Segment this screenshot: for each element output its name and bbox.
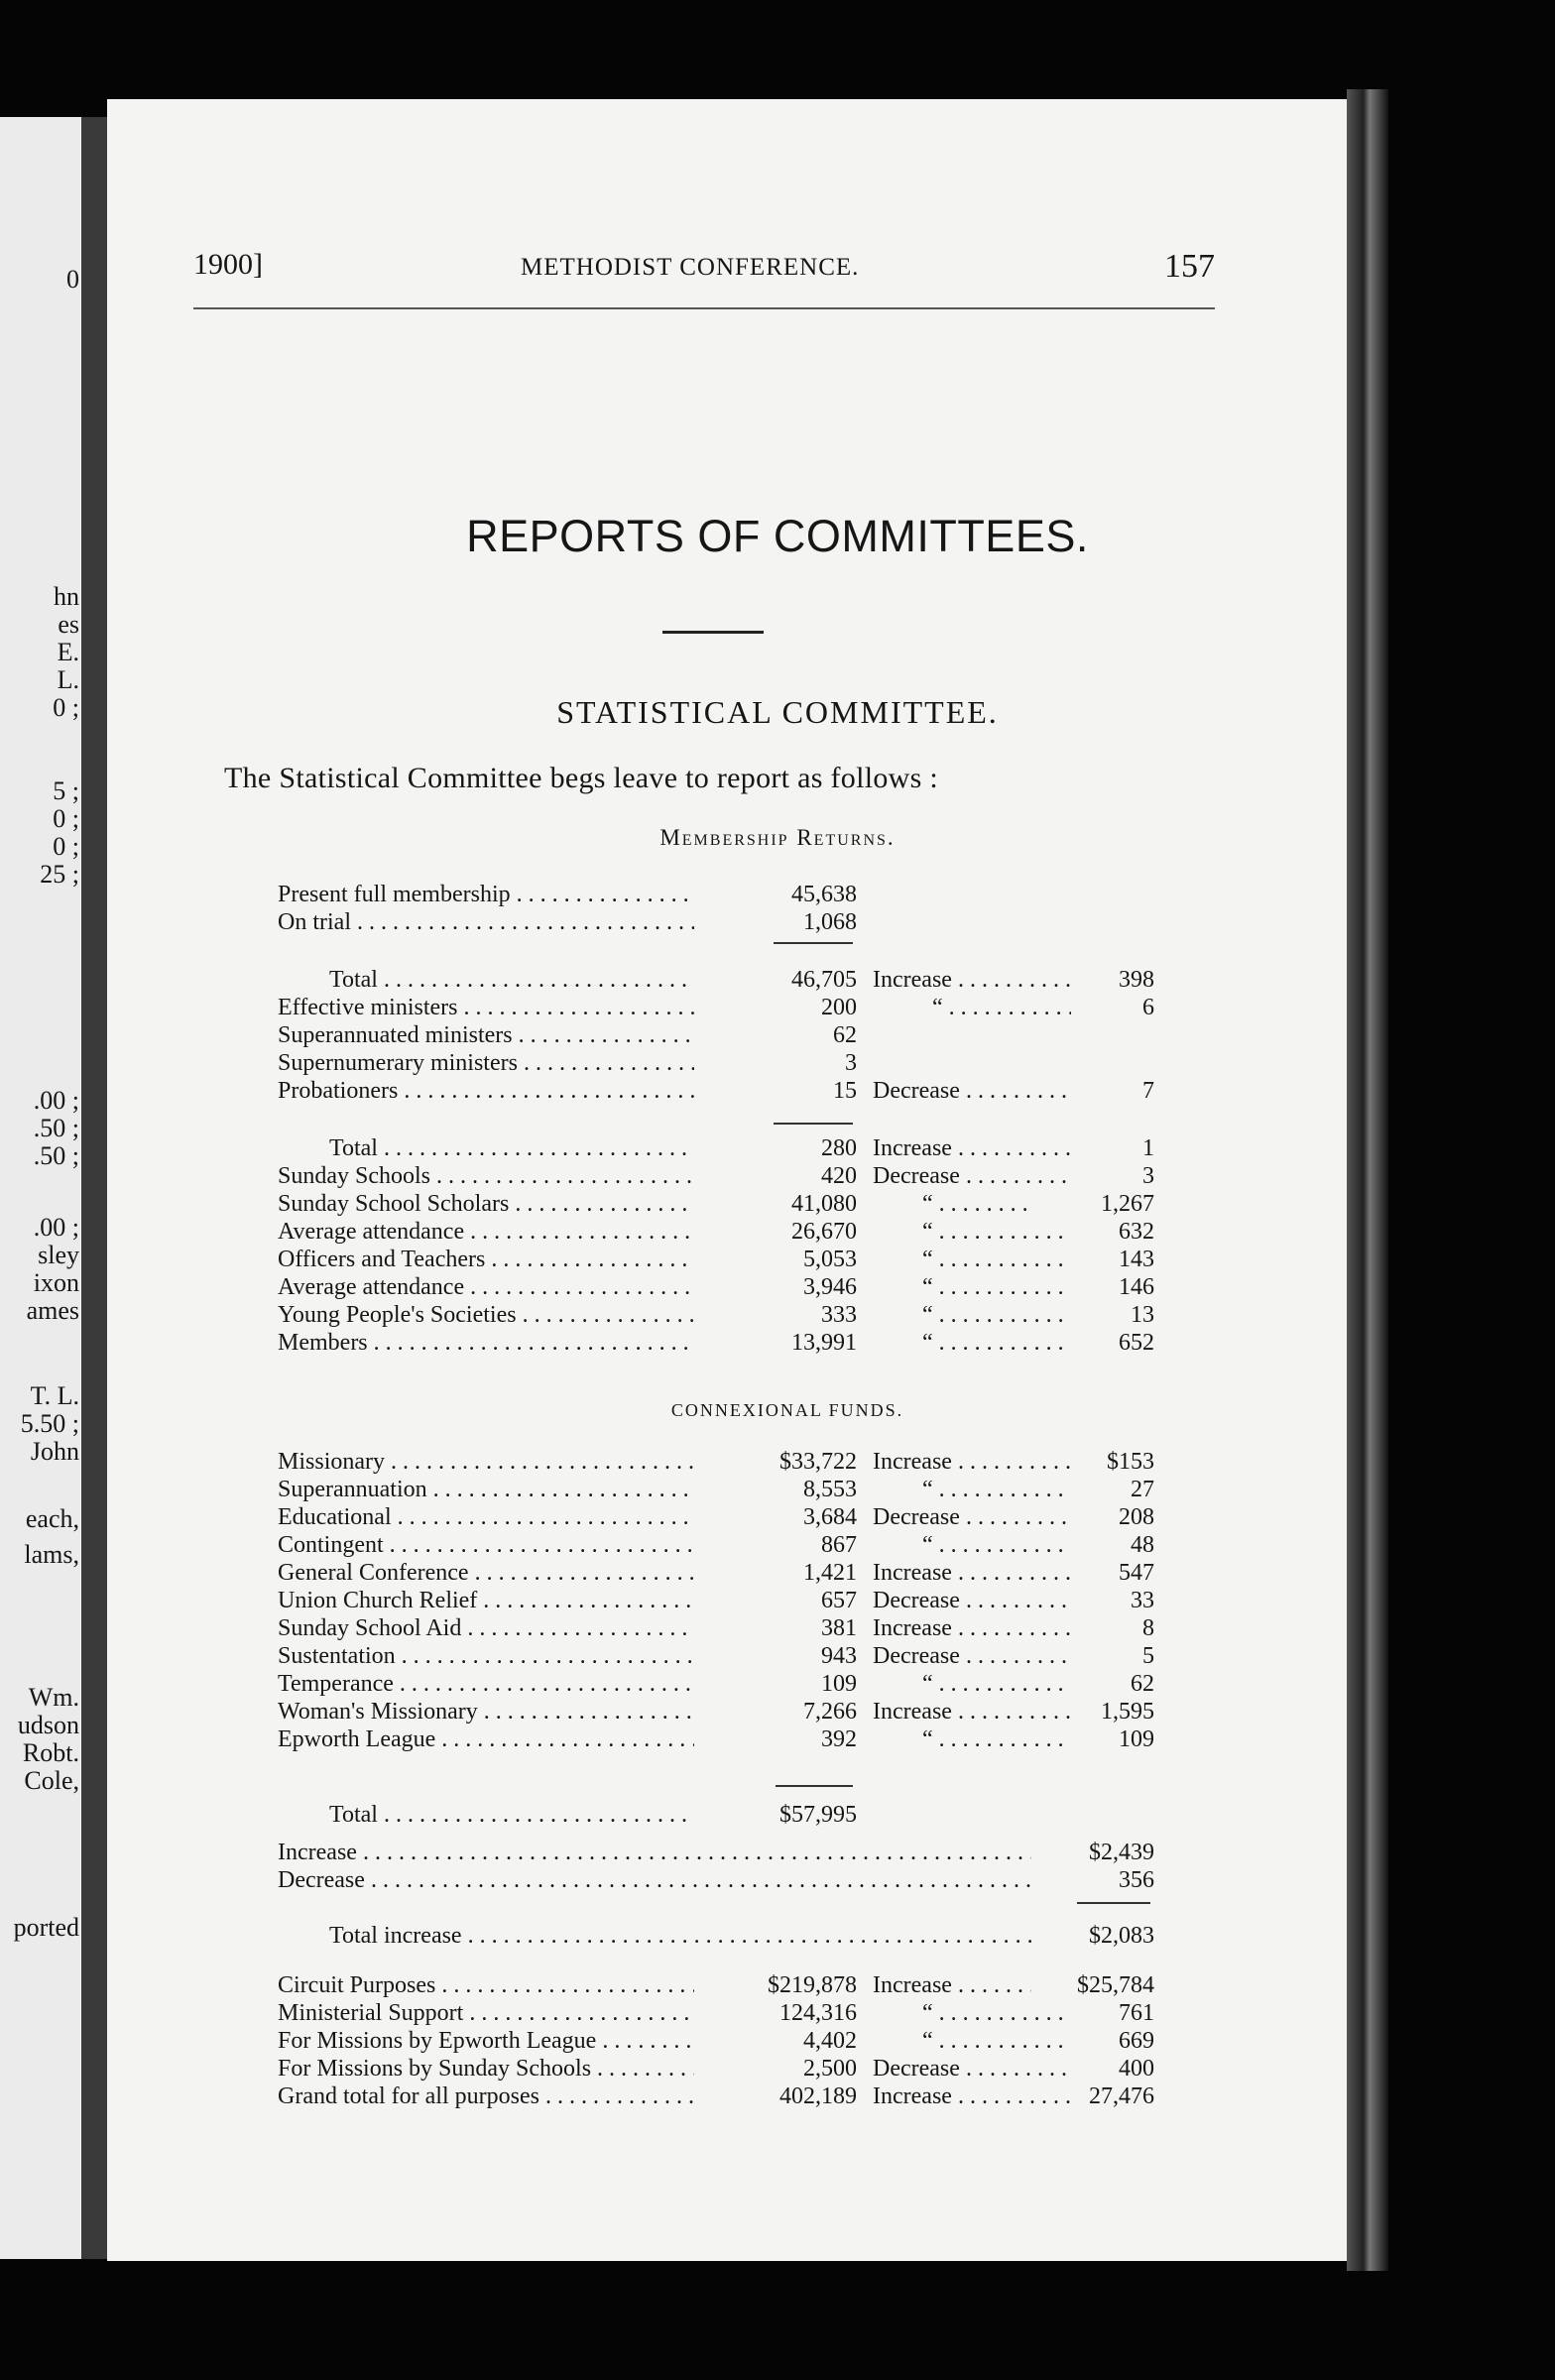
- left-fragment: 0 ;: [53, 693, 79, 722]
- left-fragment: .50 ;: [33, 1114, 79, 1142]
- row-change: “ . . .: [873, 1329, 1071, 1357]
- row-amount: 547: [1071, 1559, 1154, 1587]
- header-title: METHODIST CONFERENCE.: [521, 254, 860, 281]
- row-amount: 8: [1071, 1614, 1154, 1642]
- row-label: Average attendance . . .: [278, 1273, 756, 1301]
- row-label: Total . . .: [278, 966, 756, 994]
- row-value: 200: [694, 994, 857, 1021]
- row-change: Increase . . .: [873, 1971, 1071, 1999]
- row-change: Decrease . . .: [873, 1162, 1071, 1190]
- table-row: [0, 1503, 1555, 1531]
- row-change: “ . . .: [873, 1301, 1071, 1329]
- row-label: Sunday School Aid . . .: [278, 1614, 756, 1642]
- row-amount: $2,439: [1031, 1839, 1154, 1866]
- row-change: “ . . .: [873, 1476, 1071, 1503]
- row-change: “ . . .: [873, 994, 1071, 1021]
- table-row: [0, 1642, 1555, 1670]
- table-row: [0, 1698, 1555, 1726]
- left-fragment: udson: [17, 1711, 79, 1739]
- left-fragment: hn: [54, 582, 79, 611]
- row-change: Increase . . .: [873, 966, 1071, 994]
- row-amount: 3: [1071, 1162, 1154, 1190]
- table-row: [0, 881, 1555, 908]
- table-row: [0, 1134, 1555, 1162]
- row-value: $219,878: [694, 1971, 857, 1999]
- row-change: Increase . . .: [873, 1448, 1071, 1476]
- row-value: 402,189: [694, 2082, 857, 2110]
- left-fragment: sley: [38, 1241, 79, 1269]
- table-row: [0, 1329, 1555, 1357]
- row-change: Increase . . .: [873, 1698, 1071, 1726]
- committee-title: STATISTICAL COMMITTEE.: [556, 694, 999, 730]
- table-row: [0, 966, 1555, 994]
- row-label: Superannuation . . .: [278, 1476, 756, 1503]
- row-value: 5,053: [694, 1246, 857, 1273]
- table-row: [0, 1971, 1555, 1999]
- row-label: Supernumerary ministers . . .: [278, 1049, 756, 1077]
- sum-rule: [774, 942, 853, 944]
- row-change: Increase . . .: [873, 1614, 1071, 1642]
- row-label: Average attendance . . .: [278, 1218, 756, 1246]
- row-change: “ . . .: [873, 1246, 1071, 1273]
- table-row: [0, 1301, 1555, 1329]
- net-decrease-row: [0, 1866, 1555, 1894]
- row-amount: 143: [1071, 1246, 1154, 1273]
- row-value: 26,670: [694, 1218, 857, 1246]
- row-value: 3: [694, 1049, 857, 1077]
- table-row: [0, 1273, 1555, 1301]
- table-row: [0, 1476, 1555, 1503]
- row-label: Officers and Teachers . . .: [278, 1246, 756, 1273]
- row-label: Superannuated ministers . . .: [278, 1021, 756, 1049]
- row-amount: 13: [1071, 1301, 1154, 1329]
- table-row: [0, 994, 1555, 1021]
- left-fragment: Wm.: [28, 1683, 79, 1712]
- row-value: 13,991: [694, 1329, 857, 1357]
- row-amount: 1: [1071, 1134, 1154, 1162]
- header-rule: [193, 307, 1215, 309]
- left-fragment: 5.50 ;: [20, 1409, 79, 1438]
- row-amount: 5: [1071, 1642, 1154, 1670]
- left-fragment: John: [30, 1437, 79, 1466]
- left-fragment: L.: [57, 665, 79, 694]
- left-fragment: .00 ;: [33, 1086, 79, 1115]
- row-label: Epworth League . . .: [278, 1726, 756, 1753]
- intro-text: The Statistical Committee begs leave to report as follows :: [224, 762, 939, 794]
- row-label: Missionary . . .: [278, 1448, 756, 1476]
- row-amount: 62: [1071, 1670, 1154, 1698]
- table-row: [0, 908, 1555, 936]
- row-change: “ . . .: [873, 1670, 1071, 1698]
- row-amount: $25,784: [1031, 1971, 1154, 1999]
- row-label: Union Church Relief . . .: [278, 1587, 756, 1614]
- left-fragment: Cole,: [24, 1766, 79, 1795]
- left-fragment: 0 ;: [53, 804, 79, 833]
- row-amount: 398: [1071, 966, 1154, 994]
- left-fragment: ported: [13, 1913, 79, 1942]
- row-label: Sunday School Scholars . . .: [278, 1190, 756, 1218]
- row-label: Members . . .: [278, 1329, 756, 1357]
- row-amount: 6: [1071, 994, 1154, 1021]
- left-fragment: 0 ;: [53, 832, 79, 861]
- row-label: Sustentation . . .: [278, 1642, 756, 1670]
- sum-rule: [776, 1785, 853, 1787]
- sum-rule: [1077, 1902, 1150, 1904]
- row-value: 45,638: [694, 881, 857, 908]
- row-value: 1,068: [694, 908, 857, 936]
- row-amount: 208: [1071, 1503, 1154, 1531]
- row-amount: 761: [1071, 1999, 1154, 2027]
- row-value: 2,500: [694, 2055, 857, 2082]
- row-value: 420: [694, 1162, 857, 1190]
- row-amount: 400: [1071, 2055, 1154, 2082]
- row-value: 8,553: [694, 1476, 857, 1503]
- row-change: Decrease . . .: [873, 1077, 1071, 1105]
- row-value: 943: [694, 1642, 857, 1670]
- row-amount: 1,595: [1071, 1698, 1154, 1726]
- row-amount: $153: [1071, 1448, 1154, 1476]
- row-change: “ . . .: [873, 1190, 1071, 1218]
- net-increase-row: [0, 1839, 1555, 1866]
- row-value: 867: [694, 1531, 857, 1559]
- row-amount: 146: [1071, 1273, 1154, 1301]
- row-label: Total . . .: [278, 1134, 756, 1162]
- page-number: 157: [1164, 248, 1215, 285]
- row-value: 7,266: [694, 1698, 857, 1726]
- row-change: Increase . . .: [873, 1559, 1071, 1587]
- left-fragment: 5 ;: [53, 776, 79, 805]
- table-row: [0, 1077, 1555, 1105]
- row-value: 657: [694, 1587, 857, 1614]
- row-amount: 109: [1071, 1726, 1154, 1753]
- row-change: “ . . .: [873, 1999, 1071, 2027]
- row-label: Woman's Missionary . . .: [278, 1698, 756, 1726]
- left-fragment: ames: [26, 1296, 79, 1325]
- left-fragment: ixon: [33, 1268, 79, 1297]
- row-label: Sunday Schools . . .: [278, 1162, 756, 1190]
- row-value: 109: [694, 1670, 857, 1698]
- left-fragment: T. L.: [30, 1381, 79, 1410]
- row-amount: 27: [1071, 1476, 1154, 1503]
- row-value: 4,402: [694, 2027, 857, 2055]
- row-change: Increase . . .: [873, 1134, 1071, 1162]
- funds-heading: CONNEXIONAL FUNDS.: [670, 1400, 904, 1420]
- table-row: [0, 1531, 1555, 1559]
- row-amount: 48: [1071, 1531, 1154, 1559]
- header-year: 1900]: [193, 248, 263, 281]
- left-fragment: Robt.: [22, 1738, 79, 1767]
- row-change: “ . . .: [873, 1531, 1071, 1559]
- funds-total-row: [0, 1801, 1555, 1829]
- row-label: Increase . . .: [278, 1839, 1081, 1866]
- row-change: Increase . . .: [873, 2082, 1071, 2110]
- table-row: [0, 1190, 1555, 1218]
- title-rule: [662, 631, 764, 634]
- table-row: [0, 1614, 1555, 1642]
- row-change: “ . . .: [873, 2027, 1071, 2055]
- row-label: Circuit Purposes . . .: [278, 1971, 756, 1999]
- row-value: 280: [694, 1134, 857, 1162]
- row-label: Ministerial Support . . .: [278, 1999, 756, 2027]
- row-value: 3,946: [694, 1273, 857, 1301]
- running-header: [193, 248, 1215, 288]
- table-row: [0, 2055, 1555, 2082]
- row-value: $33,722: [694, 1448, 857, 1476]
- row-label: For Missions by Sunday Schools . . .: [278, 2055, 756, 2082]
- table-row: [0, 1726, 1555, 1753]
- row-label: Probationers . . .: [278, 1077, 756, 1105]
- table-row: [0, 1559, 1555, 1587]
- row-value: 15: [694, 1077, 857, 1105]
- table-row: [0, 1218, 1555, 1246]
- table-row: [0, 1587, 1555, 1614]
- row-amount: 7: [1071, 1077, 1154, 1105]
- left-fragment: .00 ;: [33, 1213, 79, 1242]
- row-value: 3,684: [694, 1503, 857, 1531]
- left-fragment: E.: [57, 638, 79, 666]
- row-amount: 632: [1071, 1218, 1154, 1246]
- total-increase-row: [0, 1922, 1555, 1950]
- row-label: Contingent . . .: [278, 1531, 756, 1559]
- table-row: [0, 1246, 1555, 1273]
- page-title: REPORTS OF COMMITTEES.: [466, 511, 1089, 561]
- table-row: [0, 1448, 1555, 1476]
- row-change: Decrease . . .: [873, 1503, 1071, 1531]
- row-change: Decrease . . .: [873, 2055, 1071, 2082]
- membership-heading: Membership Returns.: [659, 825, 896, 850]
- row-label: Educational . . .: [278, 1503, 756, 1531]
- table-row: [0, 1049, 1555, 1077]
- row-label: Temperance . . .: [278, 1670, 756, 1698]
- left-fragment: es: [58, 610, 79, 639]
- table-row: [0, 1999, 1555, 2027]
- row-value: 333: [694, 1301, 857, 1329]
- table-row: [0, 2027, 1555, 2055]
- row-label: Decrease . . .: [278, 1866, 1081, 1894]
- left-fragment: .50 ;: [33, 1141, 79, 1170]
- table-row: [0, 1162, 1555, 1190]
- row-label: Grand total for all purposes . . .: [278, 2082, 756, 2110]
- row-value: 41,080: [694, 1190, 857, 1218]
- row-label: Present full membership . . .: [278, 881, 756, 908]
- row-value: 62: [694, 1021, 857, 1049]
- row-label: General Conference . . .: [278, 1559, 756, 1587]
- table-row: [0, 1670, 1555, 1698]
- left-fragment: 0: [66, 265, 79, 294]
- row-amount: 356: [1031, 1866, 1154, 1894]
- row-label: Total . . .: [278, 1801, 746, 1829]
- row-value: 381: [694, 1614, 857, 1642]
- row-change: “ . . .: [873, 1273, 1071, 1301]
- row-value: 392: [694, 1726, 857, 1753]
- row-label: On trial . . .: [278, 908, 756, 936]
- row-change: “ . . .: [873, 1218, 1071, 1246]
- left-fragment: 25 ;: [40, 860, 79, 889]
- row-amount: 652: [1071, 1329, 1154, 1357]
- table-row: [0, 2082, 1555, 2110]
- row-label: Young People's Societies . . .: [278, 1301, 756, 1329]
- row-change: “ . . .: [873, 1726, 1071, 1753]
- row-amount: 33: [1071, 1587, 1154, 1614]
- row-label: For Missions by Epworth League . . .: [278, 2027, 756, 2055]
- left-fragment: each,: [25, 1504, 79, 1533]
- row-label: Total increase . . .: [278, 1922, 1081, 1950]
- left-fragment: lams,: [24, 1540, 79, 1569]
- row-amount: 27,476: [1071, 2082, 1154, 2110]
- row-change: Decrease . . .: [873, 1587, 1071, 1614]
- row-value: 1,421: [694, 1559, 857, 1587]
- row-value: 124,316: [694, 1999, 857, 2027]
- row-amount: 1,267: [1031, 1190, 1154, 1218]
- row-value: 46,705: [694, 966, 857, 994]
- row-amount: $2,083: [1031, 1922, 1154, 1950]
- sum-rule: [774, 1123, 853, 1125]
- table-row: [0, 1021, 1555, 1049]
- row-change: Decrease . . .: [873, 1642, 1071, 1670]
- row-value: $57,995: [694, 1801, 857, 1829]
- row-amount: 669: [1071, 2027, 1154, 2055]
- row-label: Effective ministers . . .: [278, 994, 756, 1021]
